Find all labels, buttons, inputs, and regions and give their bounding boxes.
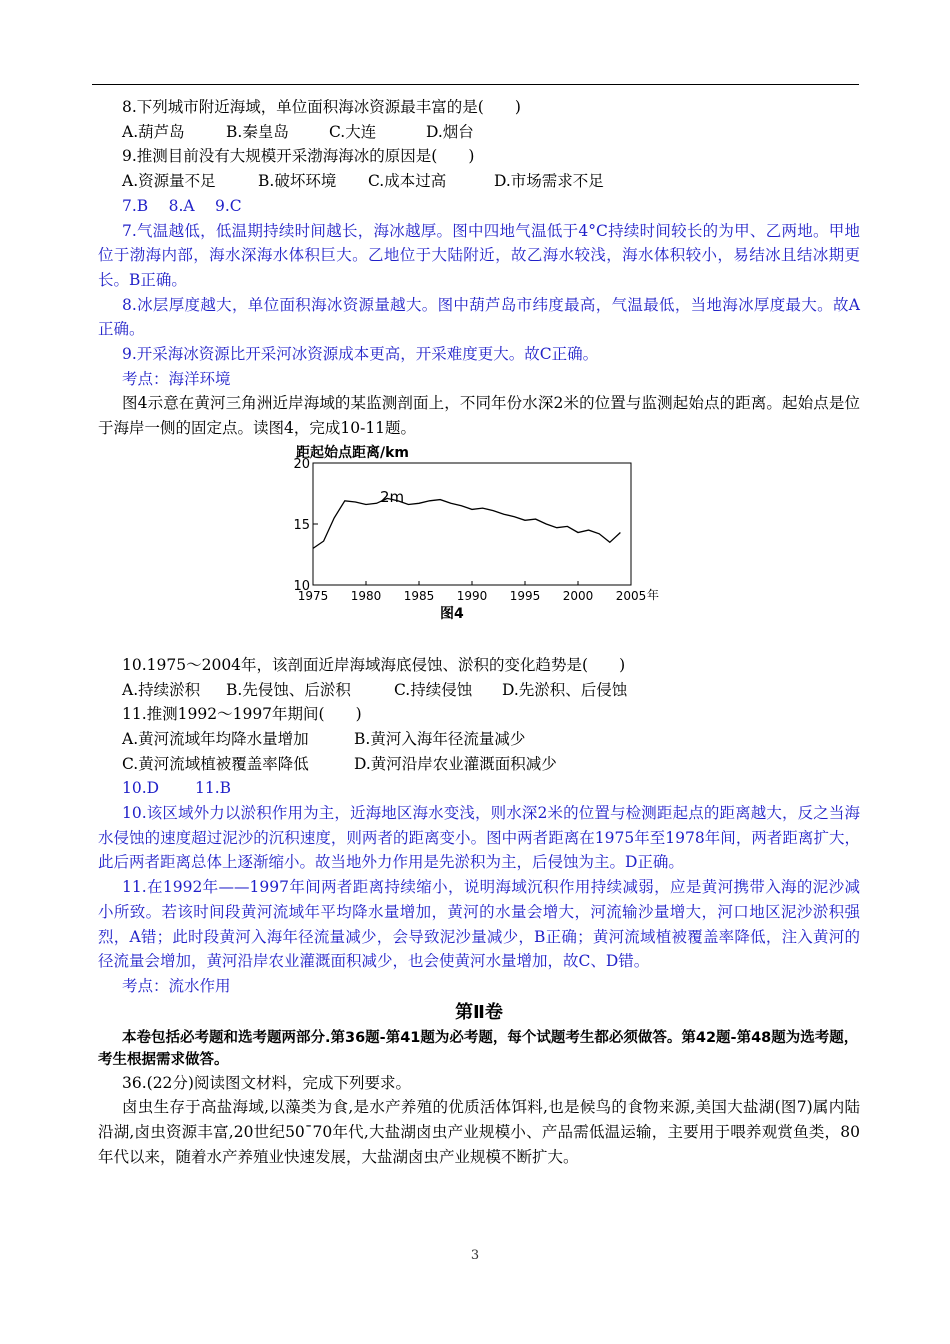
y-tick-label: 10 <box>293 578 310 594</box>
q10-stem: 10.1975～2004年，该剖面近岸海域海底侵蚀、淤积的变化趋势是( ) <box>122 655 626 674</box>
x-tick-label: 1985 <box>403 588 435 603</box>
q36-stem: 36.(22分)阅读图文材料，完成下列要求。 <box>122 1073 411 1092</box>
x-tick-label: 2000 <box>562 588 594 603</box>
q11-option-a: A.黄河流域年均降水量增加 <box>122 729 309 748</box>
answers-10-11: 10.D 11.B <box>122 779 232 798</box>
q8-options <box>98 120 860 145</box>
answers-7-9: 7.B 8.A 9.C <box>122 196 242 215</box>
q11-stem: 11.推测1992～1997年期间( ) <box>122 705 362 724</box>
figure-caption: 图4 <box>440 605 464 622</box>
q9-option-d: D.市场需求不足 <box>494 172 604 191</box>
q11-options-cd <box>98 752 860 777</box>
q9-options <box>98 169 860 194</box>
y-tick-label: 15 <box>293 517 310 533</box>
section-title: 第Ⅱ卷 <box>455 1001 503 1023</box>
q10-option-a: A.持续淤积 <box>122 680 201 699</box>
q8-option-d: D.烟台 <box>426 122 474 141</box>
q9-stem: 9.推测目前没有大规模开采渤海海冰的原因是( ) <box>122 147 475 166</box>
x-axis-unit: 年 <box>647 587 660 602</box>
figure-intro: 图4示意在黄河三角洲近岸海域的某监测剖面上，不同年份水深2米的位置与监测起始点的距离。起始点是位于海岸一侧的固定点。读图4，完成10-11题。 <box>98 394 860 438</box>
page-number: 3 <box>470 1248 480 1263</box>
q9-option-a: A.资源量不足 <box>122 172 216 191</box>
section-intro: 本卷包括必考题和选考题两部分.第36题-第41题为必考题，每个试题考生都必须做答。第42题-第48题为选考题，考生根据需求做答。 <box>98 1029 859 1068</box>
explanation-9: 9.开采海冰资源比开采河冰资源成本更高，开采难度更大。故C正确。 <box>122 345 599 364</box>
q9-option-c: C.成本过高 <box>368 172 447 191</box>
distance-chart <box>288 443 668 653</box>
explanation-8: 8.冰层厚度越大，单位面积海冰资源量越大。图中葫芦岛市纬度最高，气温最低，当地海冰厚度最大。故A正确。 <box>98 295 860 339</box>
q36-material: 卤虫生存于高盐海域,以藻类为食,是水产养殖的优质活体饵料,也是候鸟的食物来源,美国大盐湖(图7)属内陆沿湖,卤虫资源丰富,20世纪50¯70年代,大盐湖卤虫产业规模小、产品需低温运输，主要用于喂养观赏鱼类，80年代以来，随着水产养殖业快速发展，大盐湖卤虫产业规模不断扩大。 <box>98 1098 860 1166</box>
page-content <box>98 95 860 1170</box>
plot-frame <box>313 463 631 585</box>
x-tick-label: 1995 <box>509 588 541 603</box>
y-axis-label: 距起始点距离/km <box>296 444 410 461</box>
q8-option-a: A.葫芦岛 <box>122 122 185 141</box>
explanation-11: 11.在1992年——1997年间两者距离持续缩小，说明海域沉积作用持续减弱，应是黄河携带入海的泥沙减小所致。若该时间段黄河流域年平均降水量增加，黄河的水量会增大，河流输沙量增大，河口地区泥沙淤积强烈，A错；此时段黄河入海年径流量减少，会导致泥沙量减少，B正确；黄河流域植被覆盖率降低，注入黄河的径流量会增加，黄河沿岸农业灌溉面积减少，也会使黄河水量增加，故C、D错。 <box>98 878 860 971</box>
series-label-2m: 2m <box>380 487 405 506</box>
explanation-10: 10.该区域外力以淤积作用为主，近海地区海水变浅，则水深2米的位置与检测距起点的距离越大，反之当海水侵蚀的速度超过泥沙的沉积速度，则两者的距离变小。图中两者距离在1975年至1978年间，两者距离扩大，此后两者距离总体上逐渐缩小。故当地外力作用是先淤积为主，后侵蚀为主。D正确。 <box>98 804 860 872</box>
q11-option-c: C.黄河流域植被覆盖率降低 <box>122 754 309 773</box>
x-tick-label: 2005 <box>615 588 647 603</box>
header-rule <box>92 84 859 85</box>
x-tick-label: 1980 <box>350 588 382 603</box>
q11-option-d: D.黄河沿岸农业灌溉面积减少 <box>354 754 557 773</box>
explanation-7: 7.气温越低，低温期持续时间越长，海冰越厚。图中四地气温低于4°C持续时间较长的为甲、乙两地。甲地位于渤海内部，海水深海水体积巨大。乙地位于大陆附近，故乙海水较浅，海水体积较小，易结冰且结冰期更长。B正确。 <box>98 221 860 289</box>
q11-option-b: B.黄河入海年径流量减少 <box>354 729 526 748</box>
figure-4 <box>98 443 860 653</box>
x-tick-label: 1990 <box>456 588 488 603</box>
q8-option-c: C.大连 <box>329 122 377 141</box>
q10-option-d: D.先淤积、后侵蚀 <box>502 680 628 699</box>
q10-option-c: C.持续侵蚀 <box>394 680 473 699</box>
q8-option-b: B.秦皇岛 <box>226 122 289 141</box>
series-line-2m <box>313 498 620 548</box>
x-tick-label: 1975 <box>297 588 329 603</box>
kaodian-2: 考点：流水作用 <box>122 976 231 995</box>
q9-option-b: B.破坏环境 <box>258 172 337 191</box>
q10-options <box>98 678 860 703</box>
kaodian-1: 考点：海洋环境 <box>122 369 231 388</box>
y-tick-label: 20 <box>293 456 310 472</box>
q10-option-b: B.先侵蚀、后淤积 <box>226 680 351 699</box>
q11-options-ab <box>98 727 860 752</box>
q8-stem: 8.下列城市附近海域，单位面积海冰资源最丰富的是( ) <box>122 98 521 116</box>
